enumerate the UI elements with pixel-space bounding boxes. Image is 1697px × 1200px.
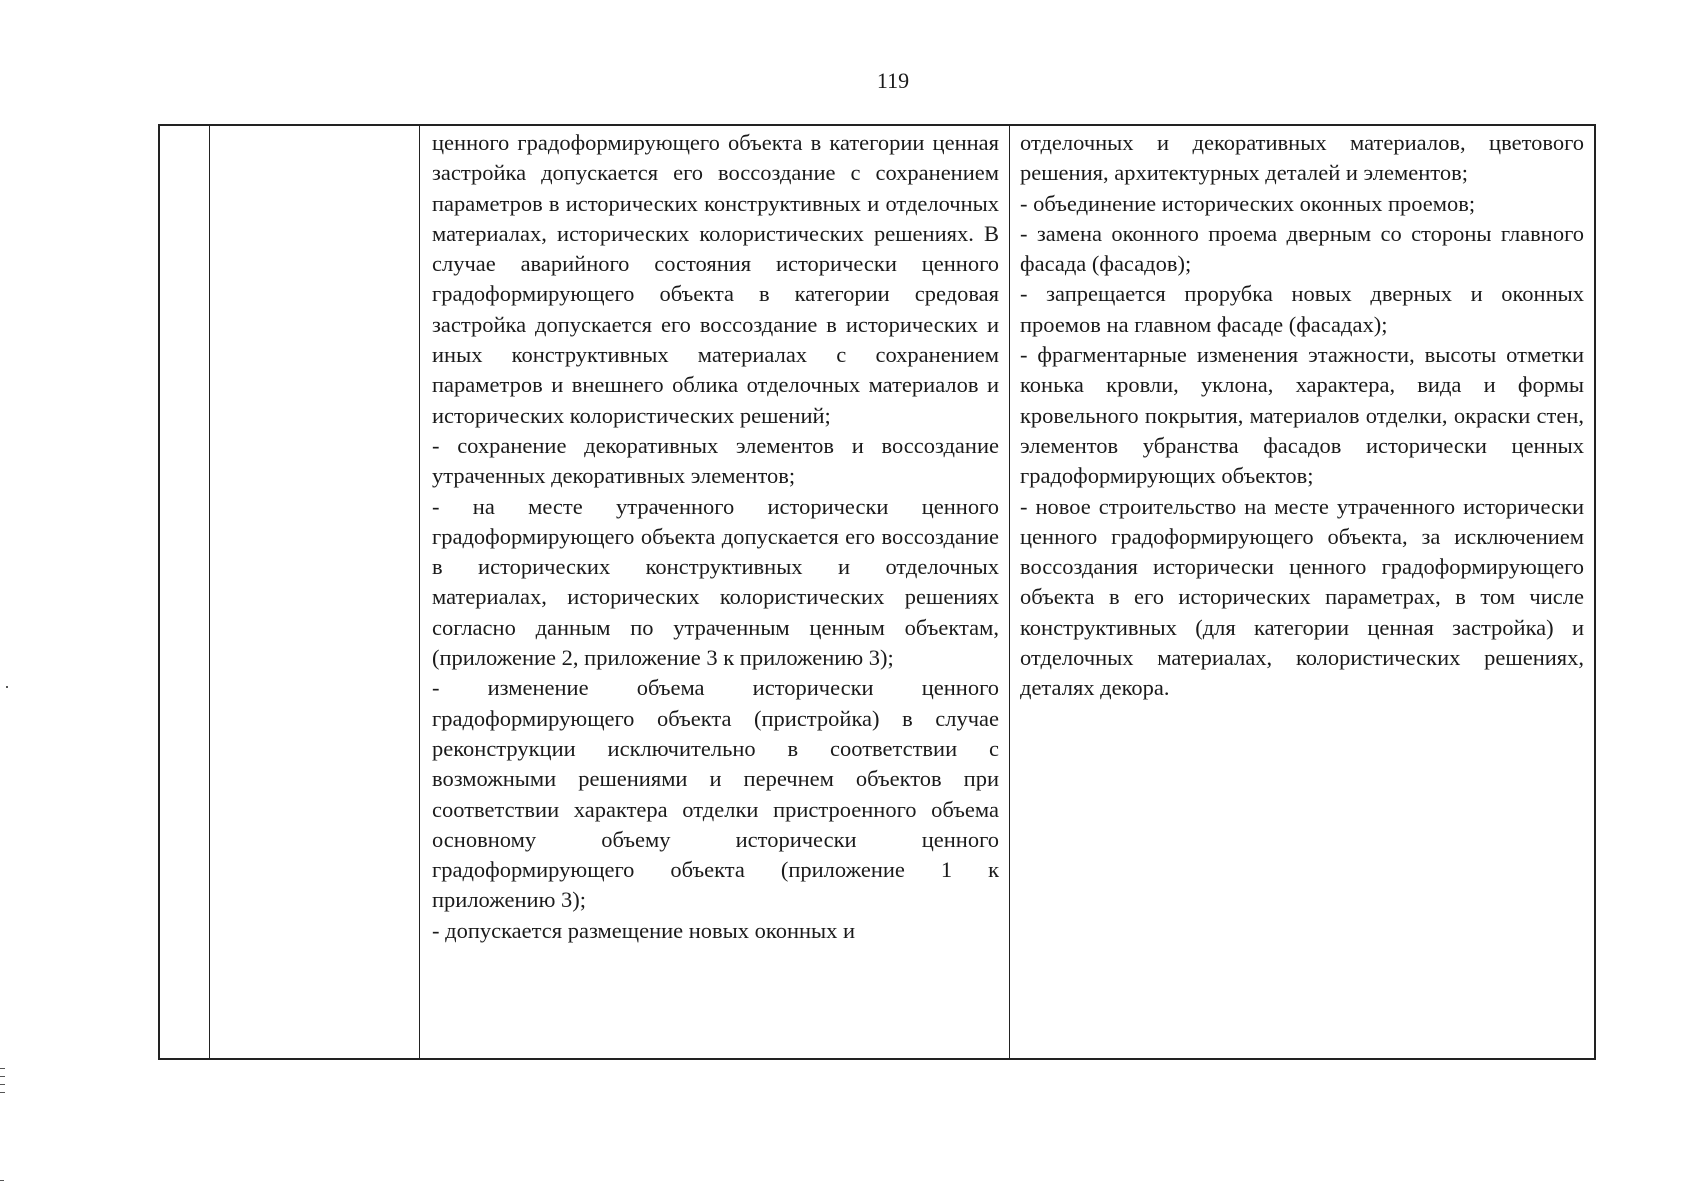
permitted-paragraph: - сохранение декоративных элементов и воссоздание утраченных декоративных элементов; — [432, 432, 999, 489]
table-cell-prohibited — [1010, 126, 1594, 1058]
permitted-paragraph: - на месте утраченного исторически ценного градоформирующего объекта допускается его воссоздание в исторических конструктивных и отделочных материалах, исторических колористических решениях согласно данным по утраченным ценным объектам, (приложение 2, приложение 3 к приложению 3); — [432, 493, 999, 671]
permitted-text — [432, 128, 999, 946]
table-cell-permitted — [420, 126, 1010, 1058]
prohibited-paragraph: отделочных и декоративных материалов, цветового решения, архитектурных деталей и элементов; — [1020, 130, 1584, 186]
scan-mark — [0, 1180, 4, 1181]
prohibited-paragraph: - новое строительство на месте утраченного исторически ценного градоформирующего объекта, за исключением воссоздания исторически ценного градоформирующего объекта в его исторических параметрах, в том числе конструктивных (для категории ценная застройка) и отделочных материалах, колористических решениях, деталях декора. — [1020, 493, 1584, 701]
table-cell-name — [210, 126, 420, 1058]
prohibited-paragraph: - объединение исторических оконных проемов; — [1020, 190, 1476, 216]
permitted-paragraph: - изменение объема исторически ценного градоформирующего объекта (пристройка) в случае реконструкции исключительно в соответствии с возможными решениями и перечнем объектов при соответствии характера отделки пристроенного объема основному объему исторически ценного градоформирующего объекта (приложение 1 к приложению 3); — [432, 675, 999, 913]
prohibited-paragraph: - замена оконного проема дверным со стороны главного фасада (фасадов); — [1020, 220, 1584, 277]
scan-mark — [0, 1084, 5, 1085]
permitted-paragraph: ценного градоформирующего объекта в категории ценная застройка допускается его воссоздание с сохранением параметров в исторических конструктивных и отделочных материалах, исторических колористических решениях. В случае аварийного состояния исторически ценного градоформирующего объекта в категории средовая застройка допускается его воссоздание в исторических и иных конструктивных материалах с сохранением параметров и внешнего облика отделочных материалов и исторических колористических решений; — [432, 130, 999, 428]
page-number: 119 — [876, 68, 910, 93]
prohibited-paragraph: - запрещается прорубка новых дверных и оконных проемов на главном фасаде (фасадах); — [1020, 281, 1584, 337]
prohibited-paragraph: - фрагментарные изменения этажности, высоты отметки конька кровли, уклона, характера, вида и формы кровельного покрытия, материалов отделки, окраски стен, элементов убранства фасадов исторически ценных градоформирующих объектов; — [1020, 342, 1584, 489]
prohibited-text — [1020, 128, 1584, 704]
table-cell-number — [160, 126, 210, 1058]
document-table — [158, 124, 1596, 1060]
scan-mark — [0, 1076, 5, 1077]
permitted-paragraph: - допускается размещение новых оконных и — [432, 917, 856, 943]
scan-mark — [6, 686, 8, 688]
scan-mark — [0, 1068, 5, 1069]
scan-mark — [0, 1092, 5, 1093]
